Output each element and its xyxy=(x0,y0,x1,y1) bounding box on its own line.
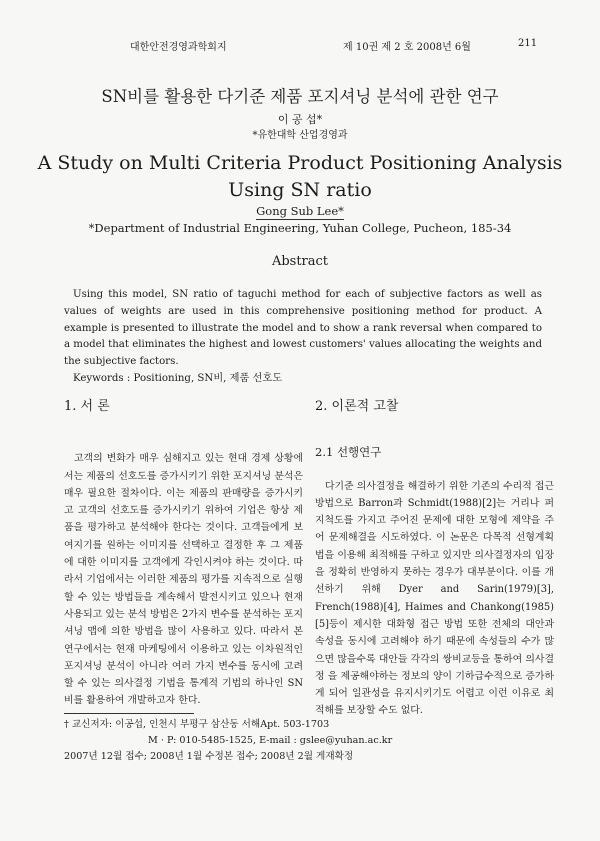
footnote-contact: M · P: 010-5485-1525, E-mail : gslee@yuhan.ac.kr xyxy=(148,735,393,746)
english-affiliation: *Department of Industrial Engineering, Yuhan College, Pucheon, 185-34 xyxy=(88,221,512,235)
english-title-line2: Using SN ratio xyxy=(228,179,372,201)
korean-title: SN비를 활용한 다기준 제품 포지셔닝 분석에 관한 연구 xyxy=(101,87,499,106)
footnote-corresponding-author: † 교신저자: 이공섭, 인천시 부평구 삼산동 서해Apt. 503-1703 xyxy=(64,719,330,730)
page-number: 211 xyxy=(518,38,538,49)
section-2-heading: 2. 이론적 고찰 xyxy=(315,399,399,414)
english-title-line1: A Study on Multi Criteria Product Positioning Analysis xyxy=(37,152,563,174)
korean-author: 이 공 섭* xyxy=(277,113,323,126)
english-author xyxy=(0,204,600,218)
footnote xyxy=(64,717,392,765)
footnote-divider xyxy=(64,713,194,714)
abstract-heading: Abstract xyxy=(271,254,329,269)
journal-name: 대한안전경영과학회지 xyxy=(130,42,227,53)
section-1-body: 고객의 변화가 매우 심해지고 있는 현대 경제 상황에서는 제품의 선호도를 증가시키기 위한 포지셔닝 분석은 매우 필요한 절차이다. 이는 제품의 판매량을 증가시키고 고객의 선호도를 증가시키기 위하여 기업은 항상 제품을 평가하고 분석해야 한다는 것이다. 고객들에게 보여지기를 원하는 이미지를 선택하고 결정한 후 그 제품에 대한 이미지를 고객에게 각인시켜야 하는 것이다. 따라서 기업에서는 이러한 제품의 평가를 지속적으로 실행할 수 있는 방법들을 계속해서 발전시키고 있으나 현재 사용되고 있는 분석 방법은 2가지 변수를 분석하는 포지셔닝 맵에 의한 방법을 많이 사용하고 있다. 따라서 본 연구에서는 현재 마케팅에서 이용하고 있는 이차원적인 포지셔닝 분석이 아니라 여러 가지 변수를 동시에 고려할 수 있는 의사결정 기법을 통계적 기법의 하나인 SN 비를 활용하여 개발하고자 한다. xyxy=(64,453,303,707)
abstract xyxy=(64,287,542,388)
keywords: Keywords : Positioning, SN비, 제품 선호도 xyxy=(73,372,283,384)
right-column xyxy=(315,398,554,720)
korean-affiliation: *유한대학 산업경영과 xyxy=(252,130,348,141)
section-2-1-heading: 2.1 선행연구 xyxy=(315,445,382,460)
english-author-name: Gong Sub Lee* xyxy=(256,204,344,218)
section-2-1-body: 다기준 의사결정을 해결하기 위한 기존의 수리적 접근방법으로 Barron과 Schmidt(1988)[2]는 거리나 퍼지척도를 가지고 주어진 문제에 대한 모형에 제약을 주어 문제해결을 시도하였다. 이 논문은 다목적 선형계획법을 이용해 최적해를 구하고 있지만 의사결정자의 입장을 정확히 반영하지 못하는 경우가 대부분이다. 이를 개선하기 위해 Dyer and Sarin(1979)[3], French(1988)[4], Haimes and Chankong(1985)[5]등이 제시한 대화형 접근 방법 또한 전체의 대안과 속성을 동시에 고려해야 하기 때문에 속성들의 수가 많으면 많을수록 대안들 각각의 쌍비교등을 통하여 의사결정 을 제공해야하는 정보의 양이 기하급수적으로 증가하게 되어 일관성을 유지시키기도 어렵고 이런 이유로 최적해를 보장할 수도 없다. xyxy=(315,480,554,717)
issue-info: 제 10권 제 2 호 2008년 6월 xyxy=(343,42,471,53)
section-1-heading: 1. 서 론 xyxy=(64,399,110,414)
footnote-dates: 2007년 12월 접수; 2008년 1월 수정본 접수; 2008년 2월 게재확정 xyxy=(64,751,354,762)
abstract-body: Using this model, SN ratio of taguchi method for each of subjective factors as well as values of weights are used in this comprehensive positioning method for product. A example is presented to illustrate the model and to show a rank reversal when compared to a model that eliminates the highest and lowest customers' values allocating the weights and the subjective factors. xyxy=(64,289,543,368)
left-column xyxy=(64,398,303,710)
